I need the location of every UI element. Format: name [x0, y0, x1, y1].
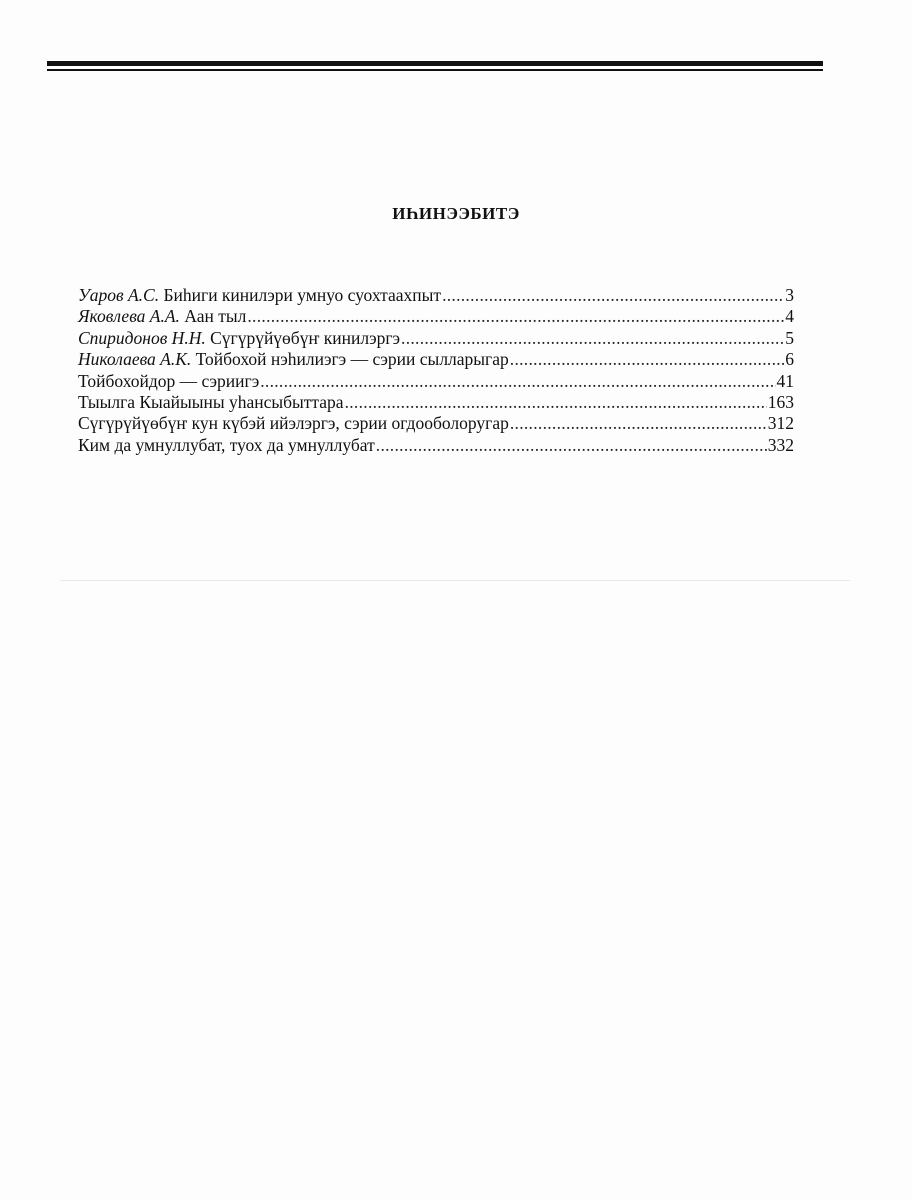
bleed-through-line — [60, 580, 850, 581]
top-rule-thin — [47, 69, 823, 71]
toc-entry-title: Тойбохой нэһилиэгэ — сэрии сылларыгар — [195, 349, 509, 370]
toc-entry-title: Сүгүрүйүөбүҥ кинилэргэ — [210, 327, 401, 348]
toc-entry-author: Яковлева А.А. — [78, 306, 180, 327]
toc-page-number: 332 — [767, 434, 794, 455]
toc-page-number: 312 — [767, 413, 794, 434]
toc-entry-title: Аан тыл — [184, 306, 247, 327]
toc-entry[interactable] — [78, 306, 794, 327]
toc-entry-title: Сүгүрүйүөбүҥ кун күбэй ийэлэргэ, сэрии огдооболоругар — [78, 413, 509, 434]
toc-dot-leader — [345, 392, 767, 413]
page-title: ИҺИНЭЭБИТЭ — [392, 204, 520, 223]
toc-entry-title: Ким да умнуллубат, туох да умнуллубат — [78, 434, 375, 455]
toc-entry-author: Уаров А.С. — [78, 285, 160, 305]
toc-entry-title: Тыылга Кыайыыны уһансыбыттара — [78, 391, 344, 412]
toc-page-number: 41 — [776, 370, 794, 391]
toc-entry-text — [78, 306, 246, 327]
toc-entry[interactable] — [78, 413, 794, 434]
toc-entry[interactable] — [78, 392, 794, 413]
toc-entry[interactable] — [78, 349, 794, 370]
table-of-contents — [78, 285, 794, 456]
toc-entry[interactable] — [78, 435, 794, 456]
toc-entry-title: Биһиги кинилэри умнуо суохтаахпыт — [163, 285, 442, 305]
toc-dot-leader — [376, 435, 767, 456]
toc-entry-text — [78, 328, 400, 349]
toc-page-number: 163 — [767, 391, 794, 412]
toc-entry-title: Тойбохойдор — сэриигэ — [78, 370, 260, 391]
toc-page-number: 4 — [785, 306, 794, 327]
toc-entry[interactable] — [78, 328, 794, 349]
toc-entry[interactable] — [78, 285, 794, 306]
toc-entry[interactable] — [78, 371, 794, 392]
toc-page-number: 3 — [785, 285, 794, 305]
toc-dot-leader — [401, 328, 784, 349]
toc-entry-author: Спиридонов Н.Н. — [78, 327, 206, 348]
toc-dot-leader — [510, 349, 784, 370]
toc-entry-text — [78, 285, 441, 306]
toc-dot-leader — [510, 413, 767, 434]
toc-dot-leader — [442, 285, 784, 306]
toc-page-number: 6 — [785, 349, 794, 370]
toc-dot-leader — [247, 306, 784, 327]
toc-page-number: 5 — [785, 327, 794, 348]
top-rule-thick — [47, 61, 823, 66]
toc-entry-author: Николаева А.К. — [78, 349, 192, 370]
toc-dot-leader — [260, 371, 775, 392]
toc-entry-text — [78, 349, 509, 370]
